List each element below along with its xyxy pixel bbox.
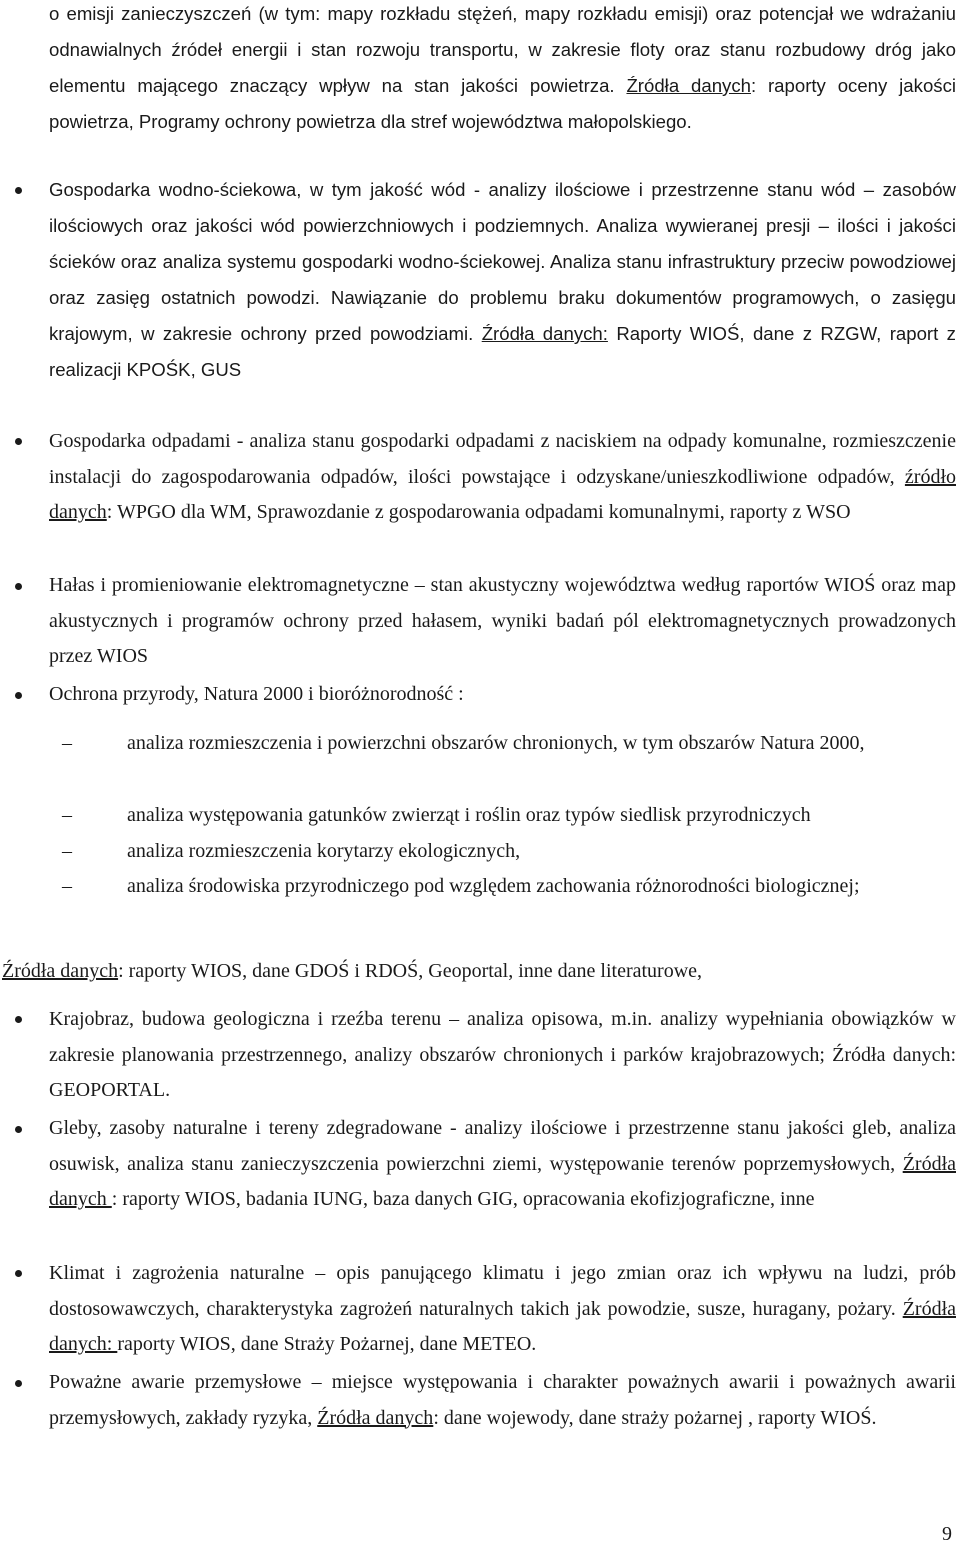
sub-item [127,834,956,870]
list-item-industrial-accidents [49,1365,956,1436]
bullet-icon [15,1126,22,1133]
bullet-icon [15,583,22,590]
list-item-landscape [49,1002,956,1109]
source-label: Źródła danych: [481,323,608,344]
bullet-icon [15,1380,22,1387]
source-label: Źródła danych [626,75,751,96]
paragraph-text: Krajobraz, budowa geologiczna i rzeźba terenu – analiza opisowa, m.in. analizy wypełniania obowiązków w zakresie planowania przestrzennego, analizy obszarów chronionych i parków krajobrazowych; Źródła danych: GEOPORTAL. [49,1008,956,1102]
dash-icon: – [62,732,72,754]
sub-item [127,798,956,834]
sub-item-text: analiza rozmieszczenia korytarzy ekologicznych, [127,840,521,862]
source-text: : raporty oceny jakości powietrza, Programy ochrony powietrza dla stref województwa małopolskiego. [49,75,957,132]
sub-item-text: analiza środowiska przyrodniczego pod względem zachowania różnorodności biologicznej; [127,875,860,897]
list-item-waste-management [49,424,956,531]
paragraph-text: Poważne awarie przemysłowe – miejsce występowania i charakter poważnych awarii i poważnych awarii przemysłowych, zakłady ryzyka, [49,1371,956,1429]
paragraph-text: Klimat i zagrożenia naturalne – opis panującego klimatu i jego zmian oraz ich wpływu na ludzi, prób dostosowawczych, charakterystyka zagrożeń naturalnych takich jak powodzie, susze, huragany, pożary. [49,1262,956,1320]
source-text: raporty WIOS, dane Straży Pożarnej, dane METEO. [117,1333,537,1356]
bullet-icon [15,692,22,699]
bullet-icon [15,1016,22,1023]
list-item-nature-protection [49,677,956,713]
sources-line [2,954,956,990]
paragraph-text: Ochrona przyrody, Natura 2000 i bioróżnorodność : [49,683,464,705]
paragraph-text: o emisji zanieczyszczeń (w tym: mapy rozkładu stężeń, mapy rozkładu emisji) oraz potencjał we wdrażaniu odnawialnych źródeł energii i stan rozwoju transportu, w zakresie floty oraz stanu rozbudowy dróg jako elementu mającego znaczący wpływ na stan jakości powietrza. [49,3,956,96]
sub-item [127,869,956,905]
bullet-icon [15,438,22,445]
sub-item-text: analiza rozmieszczenia i powierzchni obszarów chronionych, w tym obszarów Natura 2000, [127,732,865,754]
paragraph-text: Hałas i promieniowanie elektromagnetyczne – stan akustyczny województwa według raportów WIOŚ oraz map akustycznych i programów ochrony przed hałasem, wyniki badań pól elektromagnetycznych prowadzonych przez WIOS [49,574,956,668]
paragraph-text: Gospodarka wodno-ściekowa, w tym jakość wód - analizy ilościowe i przestrzenne stanu wód – zasobów ilościowych oraz jakości wód powierzchniowych i podziemnych. Analiza wywieranej presji – ilości i jakości ścieków oraz analiza systemu gospodarki wodno-ściekowej. Analiza stanu infrastruktury przeciw powodziowej oraz zasięg ostatnich powodzi. Nawiązanie do problemu braku dokumentów programowych, o zasięgu krajowym, w zakresie ochrony przed powodziami. [49,179,956,344]
dash-icon: – [62,840,72,862]
list-item-water-management [49,172,956,388]
paragraph-text: Gospodarka odpadami - analiza stanu gospodarki odpadami z naciskiem na odpady komunalne, rozmieszczenie instalacji do zagospodarowania odpadów, ilości powstające i odzyskane/unieszkodliwione odpadów, [49,430,956,488]
source-label: Źródła danych [317,1406,434,1429]
sub-item [127,726,956,762]
list-item-noise-radiation [49,568,956,675]
dash-icon: – [62,804,72,826]
bullet-icon [15,187,22,194]
paragraph-text: Gleby, zasoby naturalne i tereny zdegradowane - analizy ilościowe i przestrzenne stanu jakości gleb, analiza osuwisk, analiza stanu zanieczyszczenia powierzchni ziemi, występowanie terenów poprzemysłowych, [49,1117,956,1175]
source-label: Źródła danych [2,960,119,982]
source-text: : raporty WIOS, dane GDOŚ i RDOŚ, Geoportal, inne dane literaturowe, [118,960,703,982]
list-item-soils [49,1111,956,1218]
source-text: : raporty WIOS, badania IUNG, baza danych GIG, opracowania ekofizjograficzne, inne [111,1188,815,1211]
page-number: 9 [942,1523,952,1545]
source-text: : WPGO dla WM, Sprawozdanie z gospodarowania odpadami komunalnymi, raporty z WSO [106,501,851,524]
dash-icon: – [62,875,72,897]
source-text: : dane wojewody, dane straży pożarnej , raporty WIOŚ. [433,1406,877,1429]
source-label: źródło danych [49,465,956,524]
paragraph-air-quality [49,0,956,140]
source-label: Źródła danych [49,1152,956,1211]
sub-item-text: analiza występowania gatunków zwierząt i roślin oraz typów siedlisk przyrodniczych [127,804,811,826]
bullet-icon [15,1270,22,1277]
source-label: Źródła danych: [49,1297,956,1356]
source-text: Raporty WIOŚ, dane z RZGW, raport z realizacji KPOŚK, GUS [49,323,956,380]
list-item-climate [49,1256,956,1363]
